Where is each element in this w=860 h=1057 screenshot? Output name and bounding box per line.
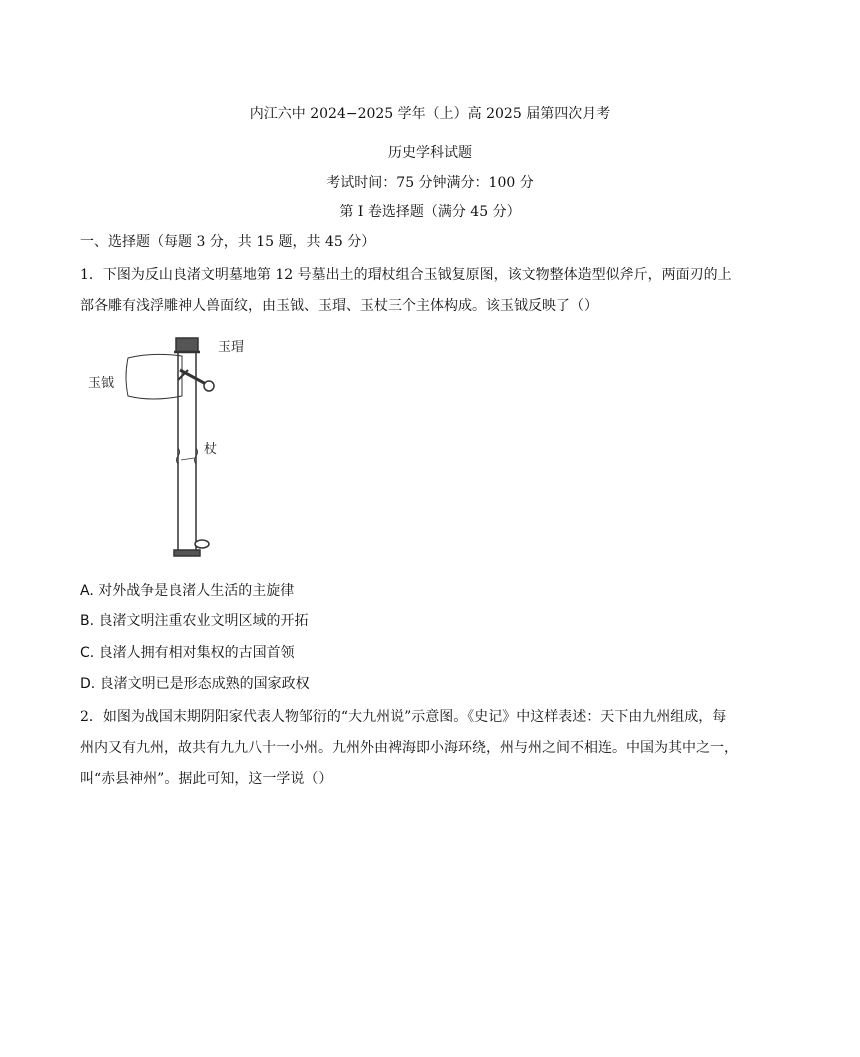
exam-title: 内江六中 2024−2025 学年（上）高 2025 届第四次月考: [249, 106, 611, 122]
question-1-option-a: A. 对外战争是良渚人生活的主旋律: [80, 583, 295, 599]
question-1-option-c: C. 良渚人拥有相对集权的古国首领: [80, 645, 295, 661]
question-2-stem: 2．如图为战国末期阴阳家代表人物邹衍的“大九州说”示意图。《史记》中这样表述：天下由九州组成，每州内又有九州，故共有九九八十一小州。九州外由裨海即小海环绕，州与州之间不相连。中国为其中之一，叫“赤县神州”。据此可知，这一学说（）: [80, 709, 738, 787]
jade-axe-figure: [84, 330, 254, 570]
subject-title: 历史学科试题: [388, 145, 472, 161]
exam-time-info: 考试时间：75 分钟满分：100 分: [326, 175, 534, 191]
jade-cap-shape: [176, 338, 198, 352]
figure-label-jade-cap: 玉瑁: [218, 340, 245, 355]
jade-axe-blade: [126, 354, 182, 399]
figure-label-staff: 杖: [204, 442, 218, 457]
question-1-option-d: D. 良渚文明已是形态成熟的国家政权: [80, 676, 310, 692]
question-1-option-b: B. 良渚文明注重农业文明区域的开拓: [80, 613, 309, 629]
volume-title: 第 I 卷选择题（满分 45 分）: [339, 204, 521, 220]
section-heading: 一、选择题（每题 3 分，共 15 题，共 45 分）: [80, 234, 376, 250]
question-1-stem: 1．下图为反山良渚文明墓地第 12 号墓出土的瑁杖组合玉钺复原图，该文物整体造型似斧斤，两面刃的上部各雕有浅浮雕神人兽面纹，由玉钺、玉瑁、玉杖三个主体构成。该玉钺反映了（）: [80, 267, 732, 314]
jade-axe-drawing: [84, 330, 254, 570]
figure-label-jade-axe: 玉钺: [88, 376, 115, 391]
